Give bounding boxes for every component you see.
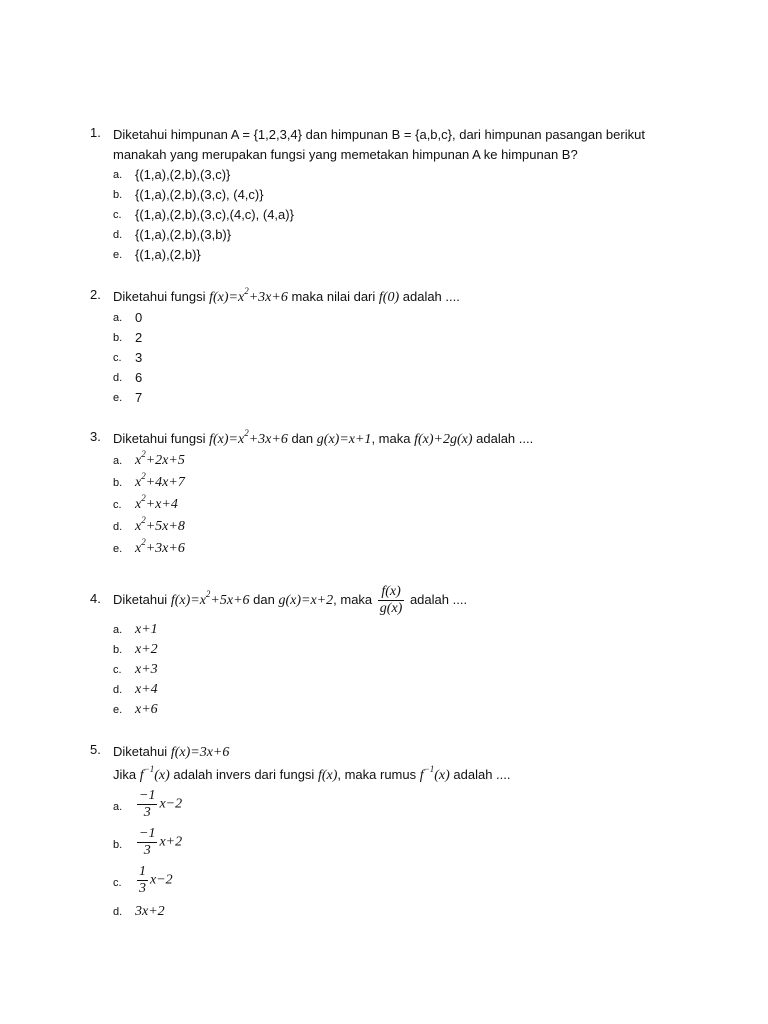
question-text-part: Diketahui — [113, 744, 168, 759]
question-text-part: maka nilai dari — [291, 289, 376, 304]
question-text-part: adalah .... — [453, 767, 511, 782]
question-text — [113, 742, 730, 788]
question-text-part: adalah .... — [409, 592, 468, 607]
math-expression: $f^{-1}(x)$ — [139, 764, 170, 783]
question-text-part: adalah .... — [402, 289, 460, 304]
option-e — [113, 388, 730, 408]
option-d — [113, 225, 730, 245]
question-number: 1. — [90, 125, 101, 140]
question-5 — [90, 742, 730, 922]
option-text: 3 — [135, 350, 143, 365]
option-letter: d. — [113, 229, 123, 241]
math-expression: $f(x)=x^2+3x+6$ — [209, 428, 288, 447]
option-letter: c. — [113, 664, 122, 676]
math-expression: f(0) — [378, 290, 400, 305]
question-3 — [90, 429, 730, 560]
option-text: $\frac{-1}{3}$ x+2 — [139, 826, 183, 858]
question-4 — [90, 580, 730, 720]
option-c — [113, 660, 730, 680]
option-letter: c. — [113, 209, 122, 221]
option-letter: a. — [113, 455, 123, 467]
option-a — [113, 788, 730, 826]
option-text: $x^2+4x+7$ — [135, 471, 185, 490]
option-letter: b. — [113, 477, 123, 489]
option-text: {(1,a),(2,b)} — [135, 247, 201, 262]
option-letter: d. — [113, 684, 123, 696]
option-e — [113, 538, 730, 560]
option-letter: b. — [113, 332, 123, 344]
question-text — [113, 287, 730, 308]
option-letter: a. — [113, 624, 123, 636]
option-text: x+4 — [135, 682, 158, 697]
option-letter: e. — [113, 543, 123, 555]
option-letter: e. — [113, 704, 123, 716]
option-letter: e. — [113, 392, 123, 404]
option-text: 6 — [135, 370, 143, 385]
option-d — [113, 368, 730, 388]
option-text: {(1,a),(2,b),(3,c), (4,c)} — [135, 187, 264, 202]
question-number: 2. — [90, 287, 101, 302]
math-expression: f(x) — [317, 768, 338, 783]
option-text: {(1,a),(2,b),(3,c),(4,c), (4,a)} — [135, 207, 294, 222]
option-b — [113, 640, 730, 660]
question-line: manakah yang merupakan fungsi yang memetakan himpunan A ke himpunan B? — [113, 147, 578, 162]
option-letter: a. — [113, 801, 123, 813]
fraction: $\frac{f(x)}{g(x)}$ — [379, 584, 403, 617]
option-b — [113, 472, 730, 494]
math-expression: f(x)=3x+6 — [170, 745, 230, 760]
question-text-part: Jika — [113, 767, 137, 782]
option-text: 3x+2 — [135, 904, 165, 919]
question-text — [113, 125, 730, 165]
question-number: 3. — [90, 429, 101, 444]
option-text: x+3 — [135, 662, 158, 677]
question-text-part: dan — [253, 592, 275, 607]
question-line — [113, 742, 730, 763]
option-text: $\frac{-1}{3}$ x−2 — [139, 788, 183, 820]
option-letter: b. — [113, 189, 123, 201]
question-text-part: Diketahui — [113, 592, 168, 607]
option-a — [113, 165, 730, 185]
question-text-part: , maka rumus — [337, 767, 417, 782]
option-letter: d. — [113, 906, 123, 918]
question-text-part: dan — [291, 431, 314, 446]
option-a — [113, 308, 730, 328]
question-1 — [90, 125, 730, 265]
option-text: x+2 — [135, 642, 158, 657]
option-e — [113, 245, 730, 265]
option-c — [113, 494, 730, 516]
option-text: 7 — [135, 390, 143, 405]
option-a — [113, 450, 730, 472]
option-e — [113, 700, 730, 720]
option-text: {(1,a),(2,b),(3,c)} — [135, 167, 231, 182]
option-letter: d. — [113, 372, 123, 384]
question-number: 5. — [90, 742, 101, 757]
math-expression: $f(x)=x^2+3x+6$ — [209, 286, 288, 305]
option-b — [113, 826, 730, 864]
option-a — [113, 620, 730, 640]
option-text: $x^2+3x+6$ — [135, 537, 185, 556]
question-text — [113, 429, 730, 450]
option-letter: e. — [113, 249, 123, 261]
option-text: 2 — [135, 330, 143, 345]
question-text-part: , maka — [371, 431, 411, 446]
math-expression: $f(x)=x^2+5x+6$ — [170, 589, 250, 608]
option-letter: a. — [113, 169, 123, 181]
question-text — [113, 580, 730, 620]
option-c — [113, 864, 730, 902]
option-d — [113, 902, 730, 922]
option-letter: b. — [113, 839, 123, 851]
option-text: x+6 — [135, 702, 158, 717]
question-line: Diketahui himpunan A = {1,2,3,4} dan himpunan B = {a,b,c}, dari himpunan pasangan berikut — [113, 127, 645, 142]
math-expression: f(x)+2g(x) — [414, 432, 473, 447]
option-text: x+1 — [135, 622, 158, 637]
option-text: $x^2+5x+8$ — [135, 515, 185, 534]
option-letter: c. — [113, 499, 122, 511]
question-text-part: adalah invers dari fungsi — [173, 767, 315, 782]
question-text-part: , maka — [333, 592, 373, 607]
option-text: 0 — [135, 310, 143, 325]
question-line — [113, 763, 730, 788]
option-c — [113, 205, 730, 225]
math-expression: $f^{-1}(x)$ — [419, 764, 450, 783]
option-text: $x^2+x+4$ — [135, 493, 178, 512]
option-d — [113, 680, 730, 700]
option-b — [113, 185, 730, 205]
option-text: $x^2+2x+5$ — [135, 449, 185, 468]
math-expression: g(x)=x+2 — [278, 593, 334, 608]
question-number: 4. — [90, 591, 101, 606]
option-text: $\frac{1}{3}$ x−2 — [139, 864, 173, 896]
question-text-part: adalah .... — [476, 431, 534, 446]
question-text-part: Diketahui fungsi — [113, 289, 206, 304]
option-text: {(1,a),(2,b),(3,b)} — [135, 227, 232, 242]
option-letter: a. — [113, 312, 123, 324]
question-2 — [90, 287, 730, 408]
option-b — [113, 328, 730, 348]
math-expression: g(x)=x+1 — [316, 432, 372, 447]
option-letter: d. — [113, 521, 123, 533]
option-letter: b. — [113, 644, 123, 656]
option-c — [113, 348, 730, 368]
option-letter: c. — [113, 352, 122, 364]
option-d — [113, 516, 730, 538]
option-letter: c. — [113, 877, 122, 889]
question-text-part: Diketahui fungsi — [113, 431, 206, 446]
